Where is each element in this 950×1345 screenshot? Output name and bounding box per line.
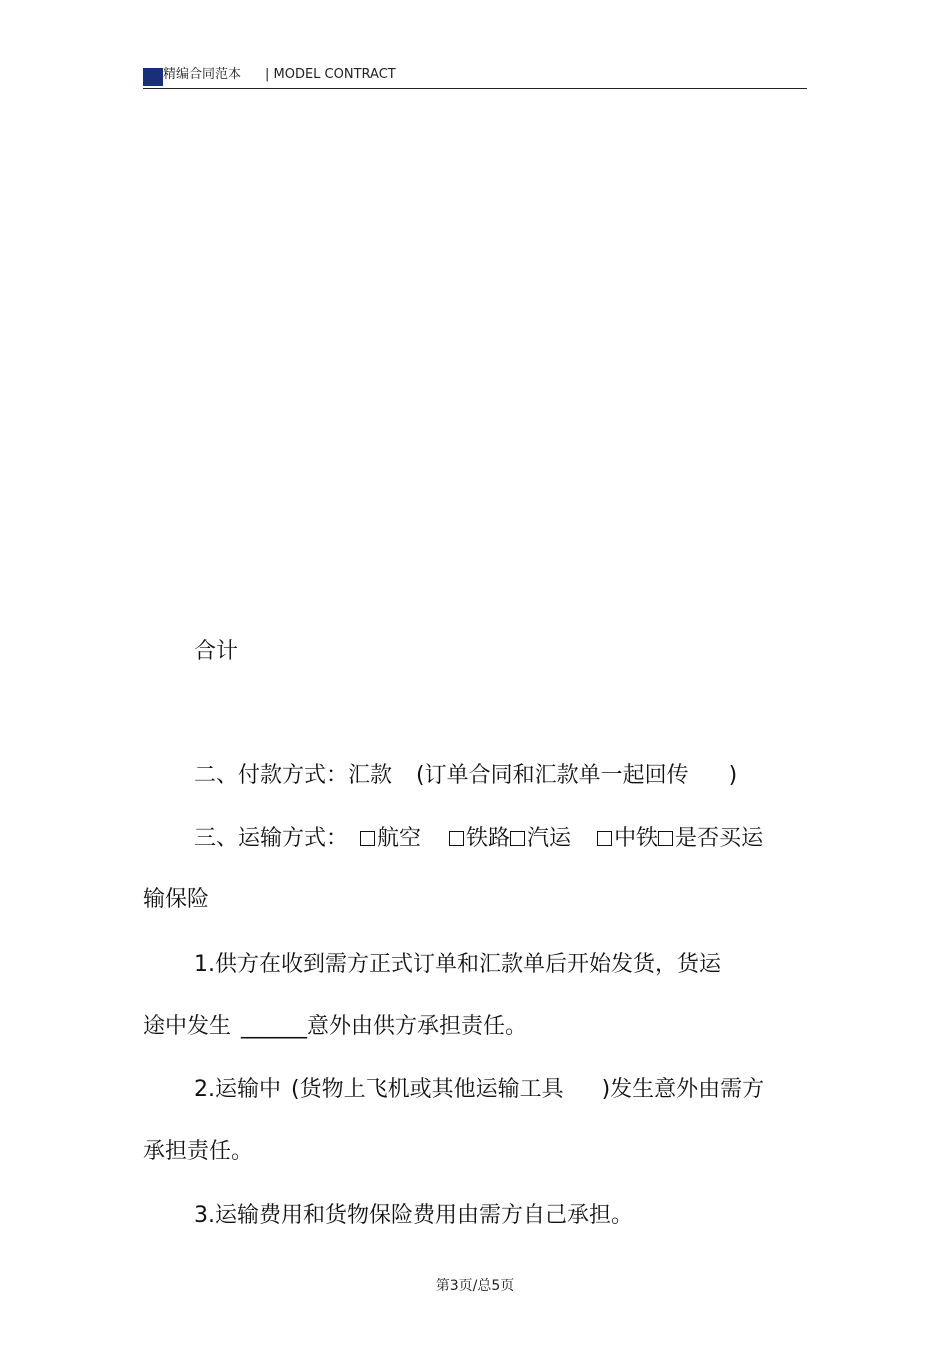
clause-2-line-1 <box>194 1075 764 1105</box>
header-title: 精编合同范本 <box>163 67 242 82</box>
checkbox-insurance[interactable] <box>658 831 673 846</box>
clause-1-end: 意外由供方承担责任。 <box>307 1014 528 1039</box>
clause-2-part-c: )发生意外由需方 <box>601 1077 765 1102</box>
clause-3: 3.运输费用和货物保险费用由需方自己承担。 <box>194 1203 633 1228</box>
clause-2-part-b: (货物上飞机或其他运输工具 <box>291 1077 564 1102</box>
checkbox-air[interactable] <box>360 831 375 846</box>
transport-method-prefix: 三、运输方式： <box>194 826 349 851</box>
option-insurance-label: 是否买运 <box>675 826 764 851</box>
clause-1-line-2 <box>143 1012 527 1042</box>
checkbox-china-railway[interactable] <box>597 831 612 846</box>
header-subtitle: | MODEL CONTRACT <box>265 67 396 82</box>
payment-method-prefix: 二、付款方式：汇款 <box>194 763 393 788</box>
checkbox-road[interactable] <box>510 831 525 846</box>
payment-method-line <box>194 761 737 791</box>
payment-method-note: (订单合同和汇款单一起回传 <box>416 763 689 788</box>
option-air-label: 航空 <box>377 826 422 851</box>
option-china-railway-label: 中铁 <box>614 826 659 851</box>
page-number: 第3页/总5页 <box>435 1278 515 1294</box>
total-label: 合计 <box>194 639 239 664</box>
payment-method-note-close: ) <box>728 763 738 788</box>
logo-icon <box>143 68 163 86</box>
clause-1-start: 途中发生 <box>143 1014 232 1039</box>
transport-continuation: 输保险 <box>143 887 210 912</box>
clause-2-part-a: 2.运输中 <box>194 1077 281 1102</box>
checkbox-railway[interactable] <box>449 831 464 846</box>
option-railway-label: 铁路 <box>466 826 511 851</box>
option-road-label: 汽运 <box>527 826 572 851</box>
clause-1-line-1: 1.供方在收到需方正式订单和汇款单后开始发货，货运 <box>194 952 721 977</box>
transport-method-line <box>194 824 763 854</box>
clause-2-line-2: 承担责任。 <box>143 1139 254 1164</box>
clause-1-blank-field[interactable]: ______ <box>241 1014 308 1039</box>
page-header <box>143 64 807 89</box>
